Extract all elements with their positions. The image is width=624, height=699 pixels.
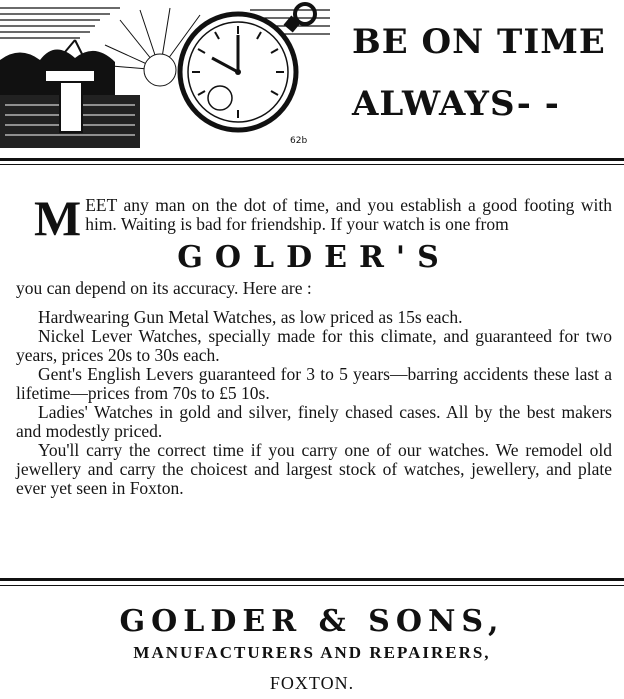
intro-text: EET any man on the dot of time, and you establish a good footing with him. Waiting is bad for friendship. If your watch is one from bbox=[85, 195, 612, 234]
headline-line-2: ALWAYS- - bbox=[352, 84, 560, 124]
ad-body bbox=[16, 190, 612, 498]
illustration-caption: 62b bbox=[290, 136, 308, 146]
firm-name: GOLDER & SONS, bbox=[119, 604, 505, 639]
headline-line-1: BE ON TIME bbox=[352, 22, 606, 62]
intro-paragraph bbox=[16, 190, 612, 246]
firm-subtitle: MANUFACTURERS AND REPAIRERS, bbox=[133, 643, 491, 662]
firm-town: FOXTON. bbox=[269, 673, 355, 693]
brand-name: GOLDER'S bbox=[177, 240, 451, 275]
divider-bottom-thick bbox=[0, 578, 624, 581]
list-item: Hardwearing Gun Metal Watches, as low priced as 15s each. bbox=[38, 307, 463, 327]
drop-cap: M bbox=[34, 190, 82, 246]
ad-footer bbox=[0, 604, 624, 694]
list-item: Gent's English Levers guaranteed for 3 to 5 years—barring accidents these last a lifetime—prices from 70s to £5 10s. bbox=[16, 364, 612, 403]
divider-bottom-thin bbox=[0, 585, 624, 586]
lead-in-text: you can depend on its accuracy. Here are : bbox=[16, 278, 312, 298]
list-item: Ladies' Watches in gold and silver, finely chased cases. All by the best makers and modestly priced. bbox=[16, 402, 612, 441]
list-item: Nickel Lever Watches, specially made for this climate, and guaranteed for two years, prices 20s to 30s each. bbox=[16, 326, 612, 365]
divider-top-thick bbox=[0, 158, 624, 161]
divider-top-thin bbox=[0, 164, 624, 165]
clock-sunrise-illustration bbox=[0, 0, 330, 148]
ad-header bbox=[0, 0, 624, 152]
list-item: You'll carry the correct time if you carry one of our watches. We remodel old jewellery and carry the choicest and largest stock of watches, jewellery, and plate ever yet seen in Foxton. bbox=[16, 440, 612, 498]
